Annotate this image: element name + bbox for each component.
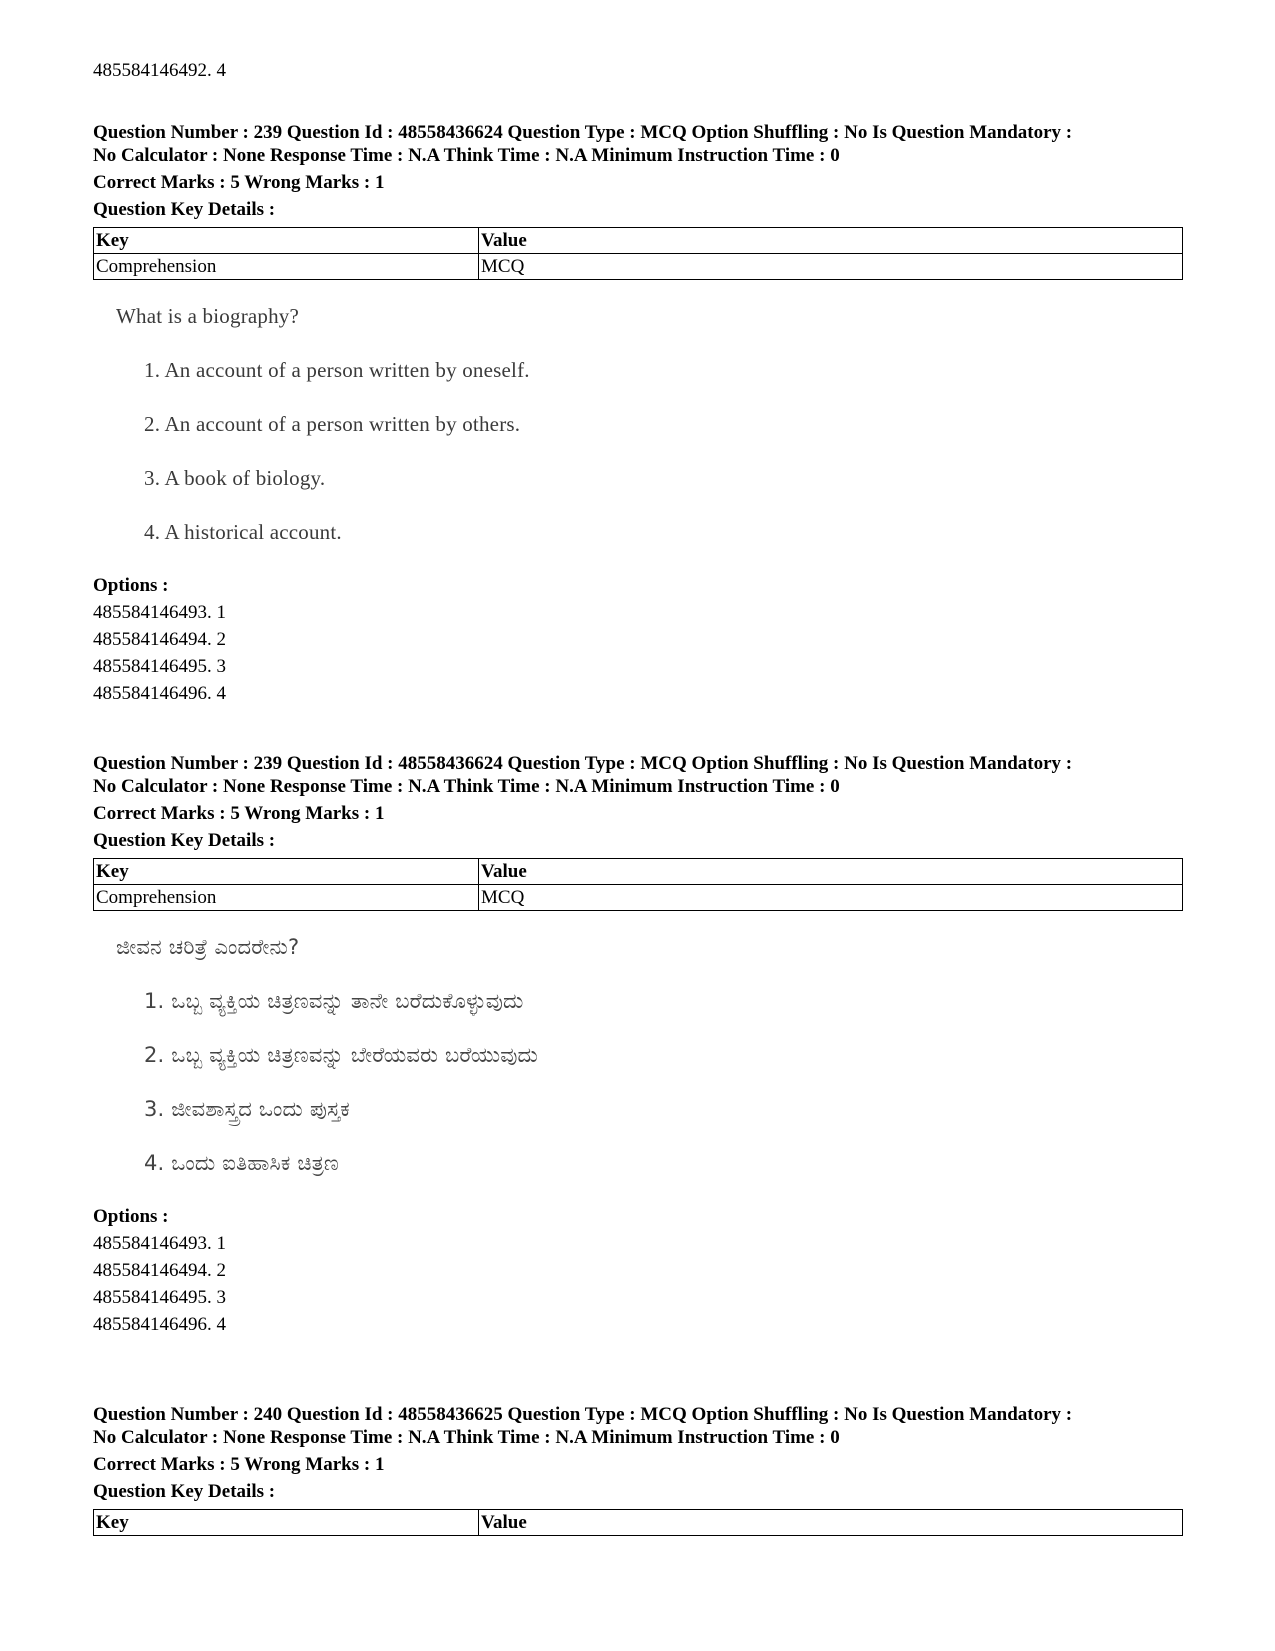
table-row: [94, 885, 1183, 911]
table-row: [94, 254, 1183, 280]
choice-item: 2. ಒಬ್ಬ ವ್ಯಕ್ತಿಯ ಚಿತ್ರಣವನ್ನು ಬೇರೆಯವರು ಬರೆಯುವುದು: [144, 1043, 538, 1067]
choice-item: 2. An account of a person written by others.: [144, 412, 521, 436]
option-line: 485584146496. 4: [93, 1314, 226, 1335]
table-cell-value: MCQ: [479, 885, 1183, 911]
question-meta-line: No Calculator : None Response Time : N.A Think Time : N.A Minimum Instruction Time : 0: [93, 1427, 840, 1448]
table-cell-key: Comprehension: [94, 885, 479, 911]
table-header-value: Value: [479, 859, 1183, 885]
table-header-row: [94, 859, 1183, 885]
key-value-table: [93, 1509, 1183, 1536]
marks-line: Correct Marks : 5 Wrong Marks : 1: [93, 172, 385, 193]
option-line: 485584146495. 3: [93, 656, 226, 677]
options-heading: Options :: [93, 575, 169, 596]
key-value-table: [93, 227, 1183, 280]
options-heading: Options :: [93, 1206, 169, 1227]
table-header-row: [94, 228, 1183, 254]
table-header-row: [94, 1510, 1183, 1536]
choice-item: 4. ಒಂದು ಐತಿಹಾಸಿಕ ಚಿತ್ರಣ: [144, 1151, 340, 1175]
question-block-3: [93, 1403, 1183, 1536]
question-block-2: [93, 752, 1183, 1336]
table-header-key: Key: [94, 859, 479, 885]
question-meta-line: No Calculator : None Response Time : N.A Think Time : N.A Minimum Instruction Time : 0: [93, 145, 840, 166]
option-line: 485584146494. 2: [93, 1260, 226, 1281]
question-text: ಜೀವನ ಚರಿತ್ರೆ ಎಂದರೇನು?: [116, 935, 300, 959]
question-meta-line: Question Number : 240 Question Id : 48558436625 Question Type : MCQ Option Shuffling : No Is Question Mandatory :: [93, 1404, 1073, 1425]
key-details-heading: Question Key Details :: [93, 830, 276, 851]
marks-line: Correct Marks : 5 Wrong Marks : 1: [93, 1454, 385, 1475]
option-line: 485584146496. 4: [93, 683, 226, 704]
choice-item: 1. An account of a person written by oneself.: [144, 358, 530, 382]
previous-option-line: 485584146492. 4: [93, 60, 226, 81]
choice-item: 1. ಒಬ್ಬ ವ್ಯಕ್ತಿಯ ಚಿತ್ರಣವನ್ನು ತಾನೇ ಬರೆದುಕೊಳ್ಳುವುದು: [144, 989, 524, 1013]
table-header-key: Key: [94, 228, 479, 254]
table-cell-key: Comprehension: [94, 254, 479, 280]
question-block-1: [93, 121, 1183, 705]
question-image: [116, 304, 1183, 545]
question-meta-line: Question Number : 239 Question Id : 48558436624 Question Type : MCQ Option Shuffling : No Is Question Mandatory :: [93, 753, 1073, 774]
marks-line: Correct Marks : 5 Wrong Marks : 1: [93, 803, 385, 824]
choice-item: 3. ಜೀವಶಾಸ್ತ್ರದ ಒಂದು ಪುಸ್ತಕ: [144, 1097, 350, 1121]
question-image: [116, 935, 1183, 1176]
option-line: 485584146495. 3: [93, 1287, 226, 1308]
question-meta-line: Question Number : 239 Question Id : 48558436624 Question Type : MCQ Option Shuffling : No Is Question Mandatory :: [93, 122, 1073, 143]
choice-item: 3. A book of biology.: [144, 466, 326, 490]
option-line: 485584146493. 1: [93, 1233, 226, 1254]
option-line: 485584146494. 2: [93, 629, 226, 650]
choice-item: 4. A historical account.: [144, 520, 342, 544]
key-details-heading: Question Key Details :: [93, 1481, 276, 1502]
question-meta-line: No Calculator : None Response Time : N.A Think Time : N.A Minimum Instruction Time : 0: [93, 776, 840, 797]
question-text: What is a biography?: [116, 304, 300, 328]
table-cell-value: MCQ: [479, 254, 1183, 280]
key-value-table: [93, 858, 1183, 911]
table-header-value: Value: [479, 228, 1183, 254]
key-details-heading: Question Key Details :: [93, 199, 276, 220]
table-header-key: Key: [94, 1510, 479, 1536]
option-line: 485584146493. 1: [93, 602, 226, 623]
table-header-value: Value: [479, 1510, 1183, 1536]
